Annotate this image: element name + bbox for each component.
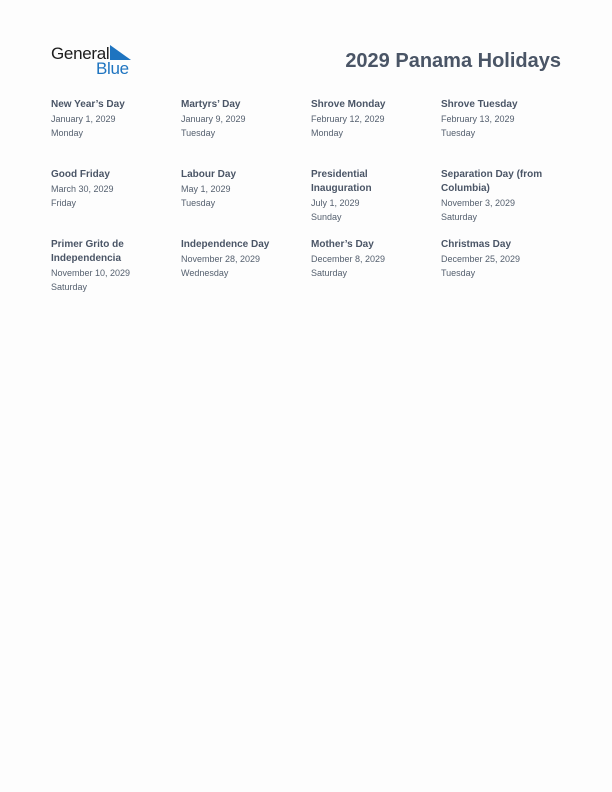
holiday-name: Shrove Tuesday xyxy=(441,99,518,110)
holiday-name: Mother’s Day xyxy=(311,239,374,250)
holiday-row xyxy=(51,98,571,168)
holiday-item xyxy=(51,168,169,210)
logo-triangle-icon xyxy=(110,45,131,60)
holiday-weekday: Tuesday xyxy=(441,268,476,278)
holiday-name: Independence Day xyxy=(181,239,270,250)
holiday-weekday: Wednesday xyxy=(181,268,229,278)
holiday-name: Presidential Inauguration xyxy=(311,169,372,194)
page-title: 2029 Panama Holidays xyxy=(345,50,561,72)
holiday-grid xyxy=(51,98,571,308)
holiday-date: November 28, 2029 xyxy=(181,254,261,264)
holiday-row xyxy=(51,238,571,308)
logo-word-general: General xyxy=(51,44,110,63)
holiday-weekday: Saturday xyxy=(311,268,348,278)
holiday-name: Martyrs’ Day xyxy=(181,99,241,110)
holiday-name: Good Friday xyxy=(51,169,110,180)
holiday-item xyxy=(311,98,429,140)
holiday-date: November 10, 2029 xyxy=(51,268,131,278)
holiday-date: July 1, 2029 xyxy=(311,198,360,208)
holiday-item xyxy=(441,98,559,140)
holiday-weekday: Monday xyxy=(51,128,84,138)
holiday-weekday: Saturday xyxy=(51,282,88,292)
holiday-item xyxy=(51,98,169,140)
holiday-weekday: Sunday xyxy=(311,212,342,222)
logo-word-blue: Blue xyxy=(96,59,129,78)
holiday-item xyxy=(311,168,429,224)
holiday-date: February 13, 2029 xyxy=(441,114,515,124)
holiday-weekday: Tuesday xyxy=(181,198,216,208)
holiday-date: December 25, 2029 xyxy=(441,254,521,264)
holiday-weekday: Saturday xyxy=(441,212,478,222)
holiday-name: New Year’s Day xyxy=(51,99,125,110)
holiday-name: Christmas Day xyxy=(441,239,512,250)
holiday-row xyxy=(51,168,571,238)
generalblue-logo xyxy=(50,44,140,78)
holiday-name: Shrove Monday xyxy=(311,99,386,110)
holiday-date: February 12, 2029 xyxy=(311,114,385,124)
holiday-weekday: Tuesday xyxy=(441,128,476,138)
holiday-date: January 9, 2029 xyxy=(181,114,246,124)
holiday-date: March 30, 2029 xyxy=(51,184,114,194)
holiday-weekday: Monday xyxy=(311,128,344,138)
holiday-name: Separation Day (from Columbia) xyxy=(441,169,543,194)
holiday-date: May 1, 2029 xyxy=(181,184,231,194)
holiday-item xyxy=(51,238,169,294)
holiday-weekday: Friday xyxy=(51,198,77,208)
holiday-item xyxy=(181,238,299,280)
holiday-item xyxy=(311,238,429,280)
holiday-weekday: Tuesday xyxy=(181,128,216,138)
holiday-date: December 8, 2029 xyxy=(311,254,386,264)
holiday-item xyxy=(441,168,559,224)
holiday-name: Labour Day xyxy=(181,169,237,180)
holiday-date: January 1, 2029 xyxy=(51,114,116,124)
holiday-name: Primer Grito de Independencia xyxy=(51,239,124,264)
holiday-item xyxy=(181,168,299,210)
holiday-item xyxy=(441,238,559,280)
holiday-item xyxy=(181,98,299,140)
holiday-date: November 3, 2029 xyxy=(441,198,516,208)
